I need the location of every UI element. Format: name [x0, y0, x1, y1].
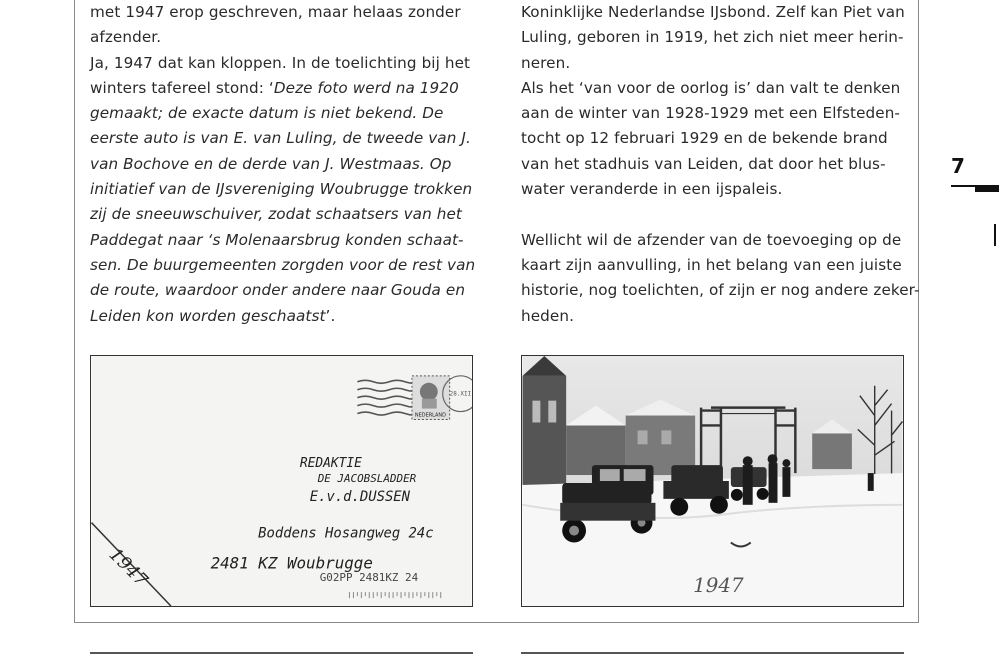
left-column-line [90, 0, 474, 25]
footer-rule-right [521, 652, 904, 654]
left-column-line [90, 51, 474, 76]
photo-year-note: 1947 [693, 574, 744, 598]
left-column-line-text: Leiden kon worden geschaatst [90, 306, 326, 325]
footer-rule-left [90, 652, 473, 654]
address-line-5: 2481 KZ Woubrugge [210, 553, 373, 573]
right-column-line [521, 304, 901, 329]
right-column-line-text: aan de winter van 1928-1929 met een Elfsteden- [521, 104, 900, 123]
left-column-line-text: Ja, 1947 dat kan kloppen. In de toelichting bij het [90, 53, 471, 72]
right-column-line [521, 126, 901, 151]
envelope-year-note: 1947 [104, 544, 152, 591]
right-column-line [521, 253, 901, 278]
address-line-3: E.v.d.DUSSEN [309, 488, 411, 505]
right-column-line [521, 76, 901, 101]
address-line-2: DE JACOBSLADDER [317, 471, 417, 485]
svg-text:NEDERLAND: NEDERLAND [414, 412, 446, 419]
left-column-line [90, 253, 474, 278]
left-column-line-text: eerste auto is van E. van Luling, de tweede van J. [90, 129, 471, 148]
right-column-line-text: van het stadhuis van Leiden, dat door het blus- [521, 154, 886, 173]
left-column-line [90, 76, 474, 101]
left-column-line-text: afzender. [90, 28, 162, 47]
left-column-line [90, 25, 474, 50]
left-column-line-text: sen. De buurgemeenten zorgden voor de rest van [90, 255, 476, 274]
envelope-scan [90, 355, 473, 607]
page-edge-mark [994, 224, 996, 246]
left-column-line [90, 304, 474, 329]
left-column-line-text: zij de sneeuwschuiver, zodat schaatsers van het [90, 205, 462, 224]
right-column-line-text: Koninklijke Nederlandse IJsbond. Zelf kan Piet van [521, 3, 905, 21]
left-column-line-text: met 1947 erop geschreven, maar helaas zonder [90, 3, 461, 21]
church-building [523, 356, 567, 485]
right-text-column [521, 0, 920, 329]
left-column-line-text: winters tafereel stond: ‘ [90, 78, 274, 97]
right-column-line-text: Wellicht wil de afzender van de toevoeging op de [521, 230, 902, 249]
left-column-line-text: gemaakt; de exacte datum is niet bekend. De [90, 104, 444, 123]
right-column-line-text: Luling, geboren in 1919, het zich niet meer herin- [521, 28, 904, 47]
right-column-line [521, 152, 901, 177]
svg-text:28.XII: 28.XII [449, 390, 472, 398]
right-column-line-text: historie, nog toelichten, of zijn er nog andere zeker- [521, 281, 920, 300]
left-column-line [90, 152, 474, 177]
left-column-line-text: van Bochove en de derde van J. Westmaas. Op [90, 154, 452, 173]
envelope-illustration [91, 356, 472, 606]
right-column-line [521, 101, 901, 126]
right-column-line [521, 25, 904, 50]
right-column-line [521, 0, 905, 25]
right-column-line [521, 51, 901, 76]
left-column-line [90, 228, 474, 253]
right-column-line [521, 228, 901, 253]
right-column-line-text: Als het ‘van voor de oorlog is’ dan valt te denken [521, 78, 901, 97]
page-number: 7 [951, 154, 965, 178]
left-column-line-tail: ’. [325, 306, 336, 325]
postage-stamp [412, 376, 450, 420]
left-column-line [90, 126, 474, 151]
winter-photo [521, 355, 904, 607]
left-column-line [90, 278, 474, 303]
right-column-line-text: tocht op 12 februari 1929 en de bekende brand [521, 129, 888, 148]
right-column-line [521, 202, 901, 227]
right-column-line-text: neren. [521, 53, 571, 72]
right-column-line [521, 278, 920, 303]
left-column-line-tail: Deze foto werd na 1920 [273, 78, 459, 97]
address-line-4: Boddens Hosangweg 24c [258, 525, 434, 542]
right-column-line-text: heden. [521, 306, 575, 325]
left-column-line [90, 101, 474, 126]
right-column-line-text: water veranderde in een ijspaleis. [521, 180, 783, 199]
right-column-line [521, 177, 901, 202]
right-column-line-text: kaart zijn aanvulling, in het belang van een juiste [521, 255, 902, 274]
address-line-1: REDAKTIE [299, 456, 362, 472]
sorting-code: G02PP 2481KZ 24 [319, 571, 419, 585]
winter-scene-illustration [522, 356, 903, 606]
left-column-line-text: de route, waardoor onder andere naar Gouda en [90, 281, 466, 300]
left-column-line-text: initiatief van de IJsvereniging Woubrugge trokken [90, 180, 473, 199]
page-number-tab [975, 187, 999, 192]
left-column-line [90, 202, 474, 227]
left-column-line [90, 177, 474, 202]
left-text-column [90, 0, 474, 329]
left-column-line-text: Paddegat naar ‘s Molenaarsbrug konden schaat- [90, 230, 464, 249]
